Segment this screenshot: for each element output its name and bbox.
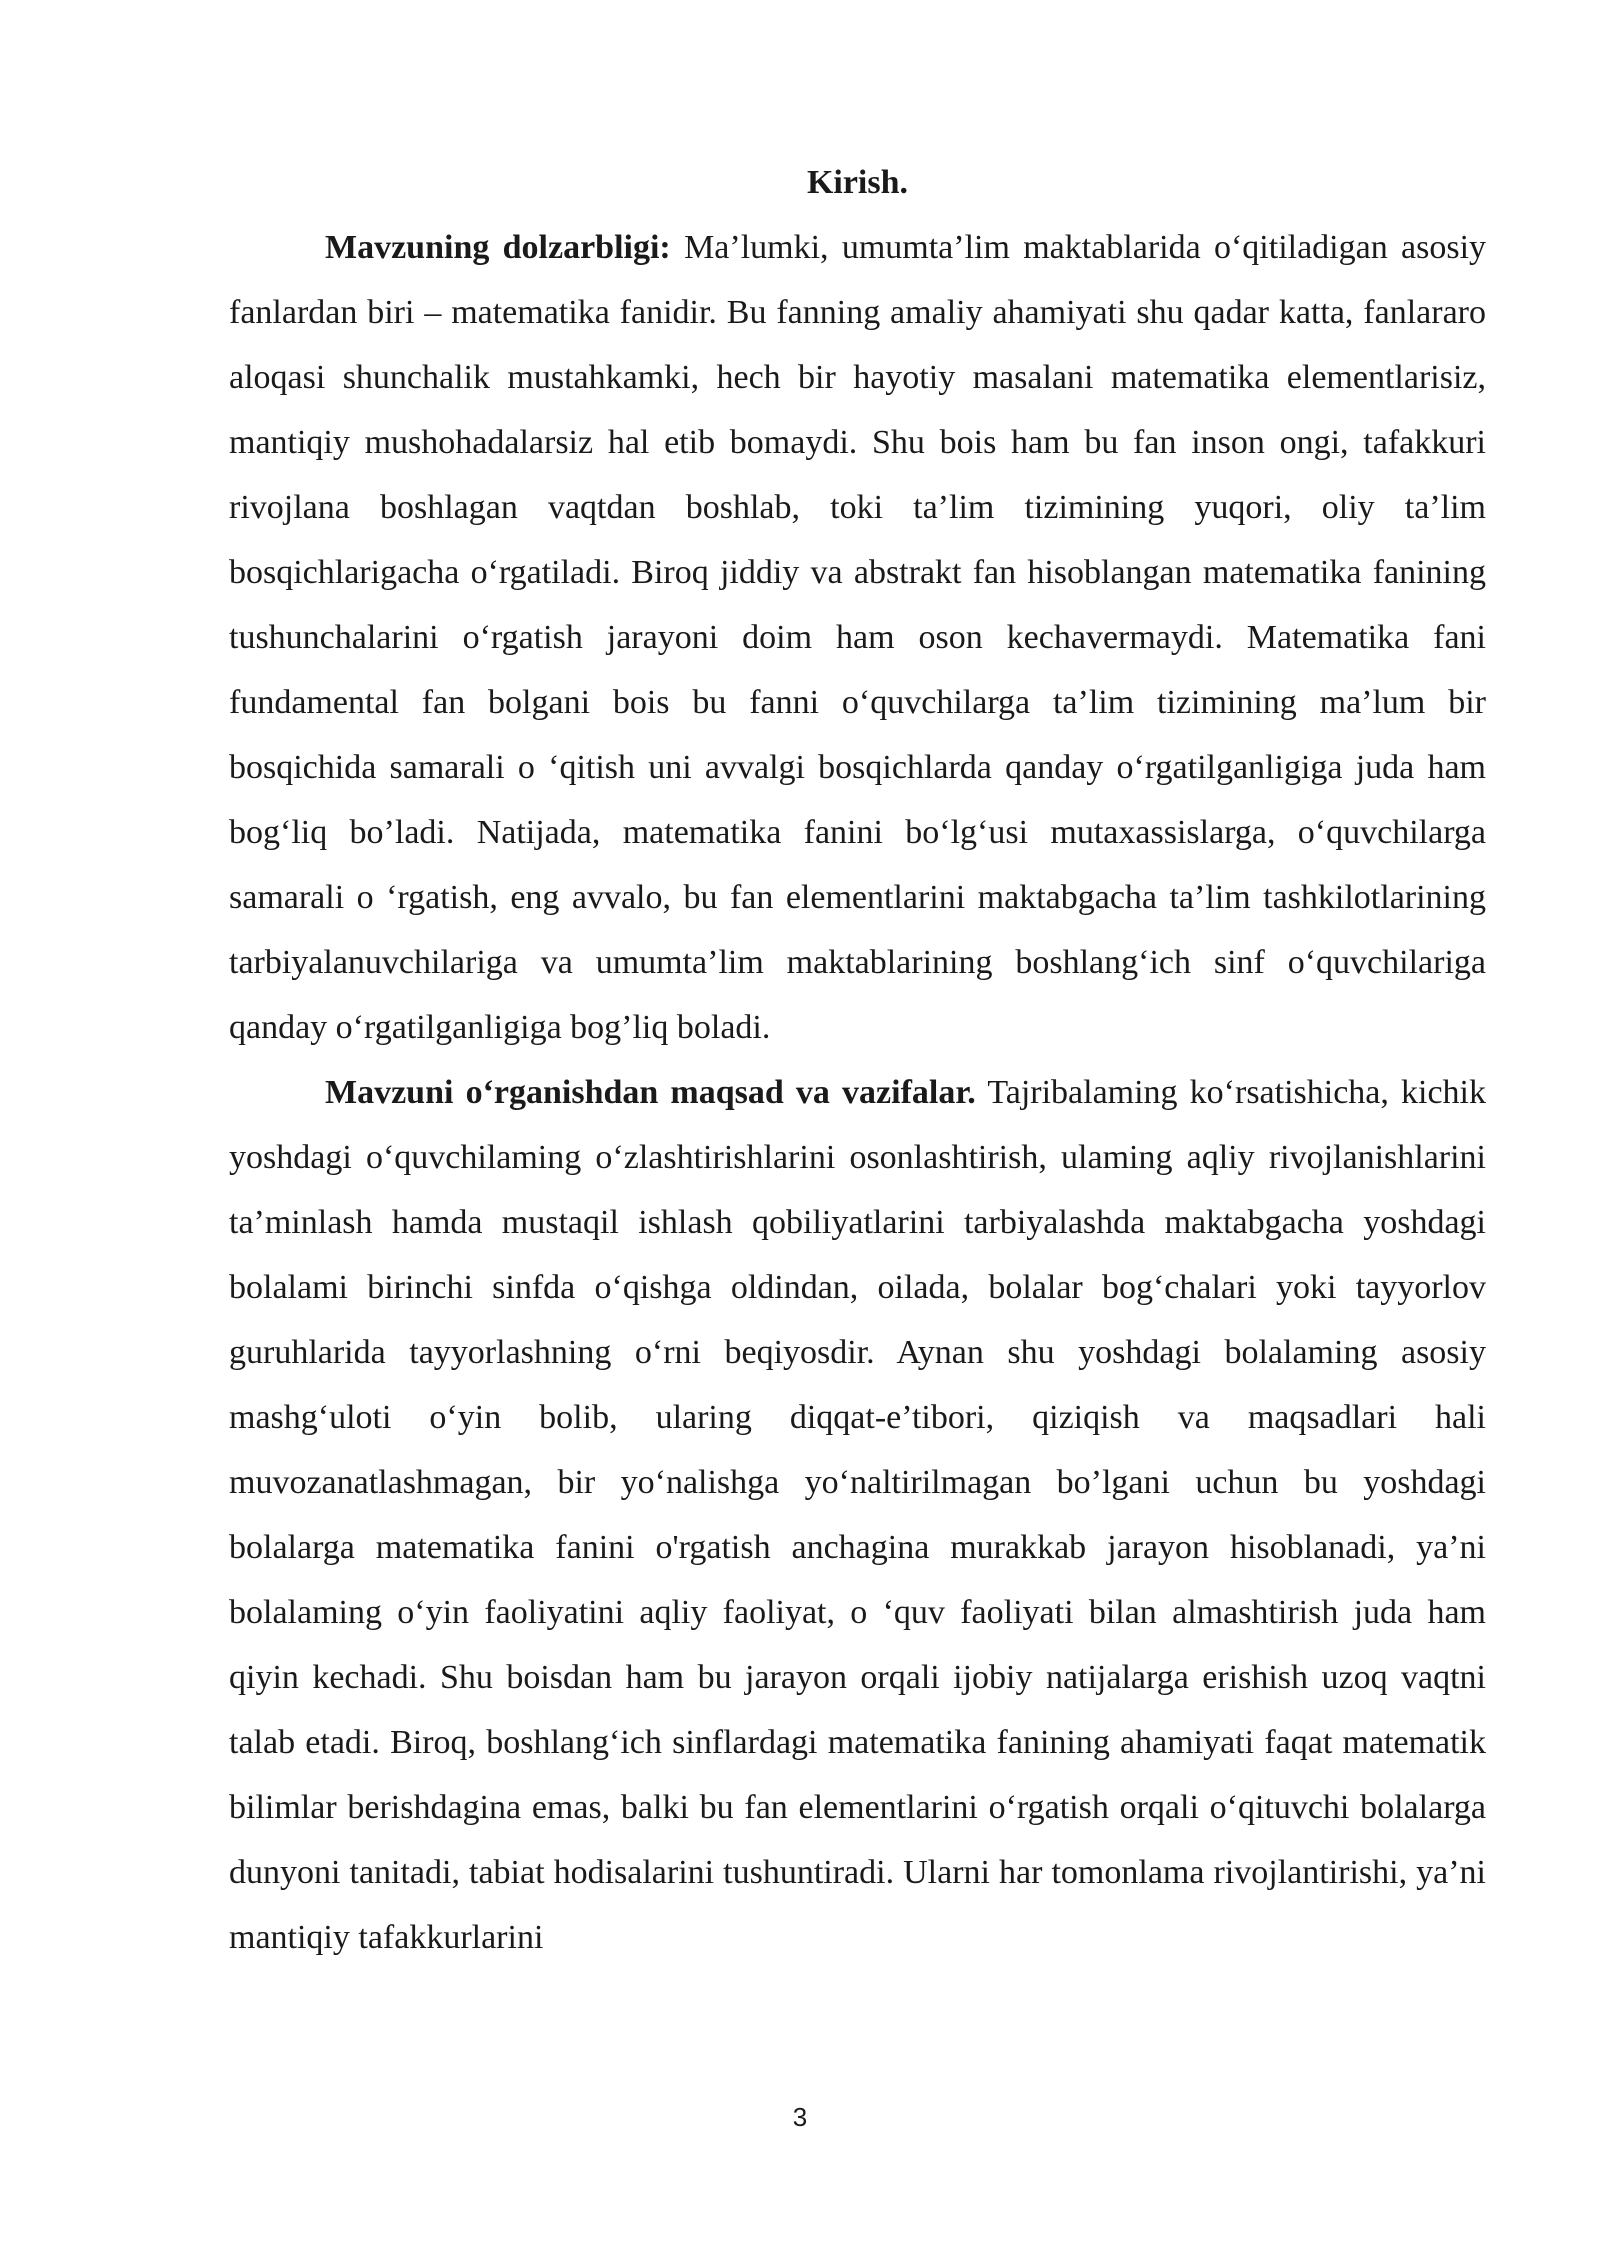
page-number: 3 [792,2102,808,2132]
paragraph-relevance [229,215,1486,1060]
paragraph-goals [229,1060,1486,1970]
paragraph-goals-text: Tajribalaming ko‘rsatishicha, kichik yoshdagi o‘quvchilaming o‘zlashtirishlarini osonlashtirish, ulaming aqliy rivojlanishlarini ta’minlash hamda mustaqil ishlash qobiliyatlarini tarbiyalashda maktabgacha yoshdagi bolalami birinchi sinfda o‘qishga oldindan, oilada, bolalar bog‘chalari yoki tayyorlov guruhlarida tayyorlashning o‘rni beqiyosdir. Aynan shu yoshdagi bolalaming asosiy mashg‘uloti o‘yin bolib, ularing diqqat-e’tibori, qiziqish va maqsadlari hali muvozanatlashmagan, bir yo‘nalishga yo‘naltirilmagan bo’lgani uchun bu yoshdagi bolalarga matematika fanini o'rgatish anchagina murakkab jarayon hisoblanadi, ya’ni bolalaming o‘yin faoliyatini aqliy faoliyat, o ‘quv faoliyati bilan almashtirish juda ham qiyin kechadi. Shu boisdan ham bu jarayon orqali ijobiy natijalarga erishish uzoq vaqtni talab etadi. Biroq, boshlang‘ich sinflardagi matematika fanining ahamiyati faqat matematik bilimlar berishdagina emas, balki bu fan elementlarini o‘rgatish orqali o‘qituvchi bolalarga dunyoni tanitadi, tabiat hodisalarini tushuntiradi. Ularni har tomonlama rivojlantirishi, ya’ni mantiqiy tafakkurlarini [229,1074,1486,1956]
paragraph-relevance-text: Ma’lumki, umumta’lim maktablarida o‘qitiladigan asosiy fanlardan biri – matematika fanidir. Bu fanning amaliy ahamiyati shu qadar katta, fanlararo aloqasi shunchalik mustahkamki, hech bir hayotiy masalani matematika elementlarisiz, mantiqiy mushohadalarsiz hal etib bomaydi. Shu bois ham bu fan inson ongi, tafakkuri rivojlana boshlagan vaqtdan boshlab, toki ta’lim tizimining yuqori, oliy ta’lim bosqichlarigacha o‘rgatiladi. Biroq jiddiy va abstrakt fan hisoblangan matematika fanining tushunchalarini o‘rgatish jarayoni doim ham oson kechavermaydi. Matematika fani fundamental fan bolgani bois bu fanni o‘quvchilarga ta’lim tizimining ma’lum bir bosqichida samarali o ‘qitish uni avvalgi bosqichlarda qanday o‘rgatilganligiga juda ham bog‘liq bo’ladi. Natijada, matematika fanini bo‘lg‘usi mutaxassislarga, o‘quvchilarga samarali o ‘rgatish, eng avvalo, bu fan elementlarini maktabgacha ta’lim tashkilotlarining tarbiyalanuvchilariga va umumta’lim maktablarining boshlang‘ich sinf o‘quvchilariga qanday o‘rgatilganligiga bog’liq boladi. [229,229,1487,1046]
paragraph-goals-lead: Mavzuni o‘rganishdan maqsad va vazifalar. [325,1074,976,1111]
section-title: Kirish. [806,164,909,201]
page-content [229,150,1486,1970]
paragraph-relevance-lead: Mavzuning dolzarbligi: [325,229,671,266]
